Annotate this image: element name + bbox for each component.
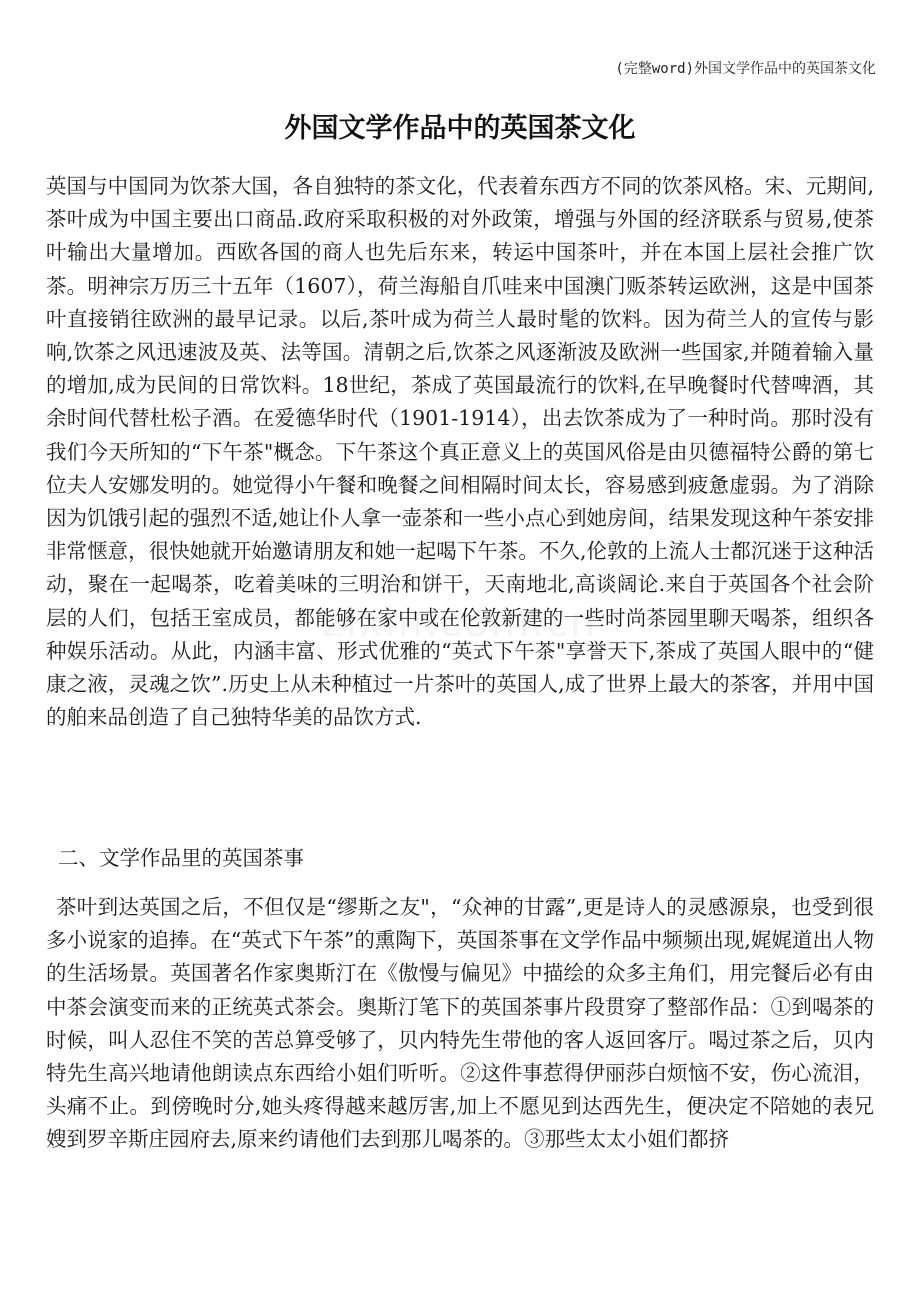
body-paragraph-literature: 茶叶到达英国之后，不但仅是“缪斯之友"，“众神的甘露”,更是诗人的灵感源泉，也受到很多小说家的追捧。在“英式下午茶”的熏陶下，英国茶事在文学作品中频频出现,娓娓道出人物的生活场景。英国著名作家奥斯汀在《傲慢与偏见》中描绘的众多主角们，用完餐后必有由中茶会演变而来的正统英式茶会。奥斯汀笔下的英国茶事片段贯穿了整部作品：①到喝茶的时候，叫人忍住不笑的苦总算受够了，贝内特先生带他的客人返回客厅。喝过茶之后，贝内特先生高兴地请他朗读点东西给小姐们听听。②这件事惹得伊丽莎白烦恼不安，伤心流泪，头痛不止。到傍晚时分,她头疼得越来越厉害,加上不愿见到达西先生，便决定不陪她的表兄嫂到罗辛斯庄园府去,原来约请他们去到那儿喝茶的。③那些太太小姐们都挤 [46,895,874,1152]
section-heading: 二、文学作品里的英国茶事 [58,846,304,870]
document-title: 外国文学作品中的英国茶文化 [284,113,636,144]
body-paragraph-history: 英国与中国同为饮茶大国，各自独特的茶文化，代表着东西方不同的饮茶风格。宋、元期间,茶叶成为中国主要出口商品.政府采取积极的对外政策，增强与外国的经济联系与贸易,使茶叶输出大量增加。西欧各国的商人也先后东来，转运中国茶叶，并在本国上层社会推广饮茶。明神宗万历三十五年（1607），荷兰海船自爪哇来中国澳门贩茶转运欧洲，这是中国茶叶直接销往欧洲的最早记录。以后,茶叶成为荷兰人最时髦的饮料。因为荷兰人的宣传与影响,饮茶之风迅速波及英、法等国。清朝之后,饮茶之风逐渐波及欧洲一些国家,并随着输入量的增加,成为民间的日常饮料。18世纪，茶成了英国最流行的饮料,在早晚餐时代替啤酒，其余时间代替杜松子酒。在爱德华时代（1901-1914），出去饮茶成为了一种时尚。那时没有我们今天所知的“下午茶"概念。下午茶这个真正意义上的英国风俗是由贝德福特公爵的第七位夫人安娜发明的。她觉得小午餐和晚餐之间相隔时间太长，容易感到疲惫虚弱。为了消除因为饥饿引起的强烈不适,她让仆人拿一壶茶和一些小点心到她房间，结果发现这种午茶安排非常惬意，很快她就开始邀请朋友和她一起喝下午茶。不久,伦敦的上流人士都沉迷于这种活动，聚在一起喝茶，吃着美味的三明治和饼干，天南地北,高谈阔论.来自于英国各个社会阶层的人们，包括王室成员，都能够在家中或在伦敦新建的一些时尚茶园里聊天喝茶，组织各种娱乐活动。从此，内涵丰富、形式优雅的“英式下午茶"享誉天下,茶成了英国人眼中的“健康之液，灵魂之饮”.历史上从未种植过一片茶叶的英国人,成了世界上最大的茶客，并用中国的舶来品创造了自己独特华美的品饮方式. [46,174,874,730]
running-header: (完整word)外国文学作品中的英国茶文化 [615,61,876,77]
